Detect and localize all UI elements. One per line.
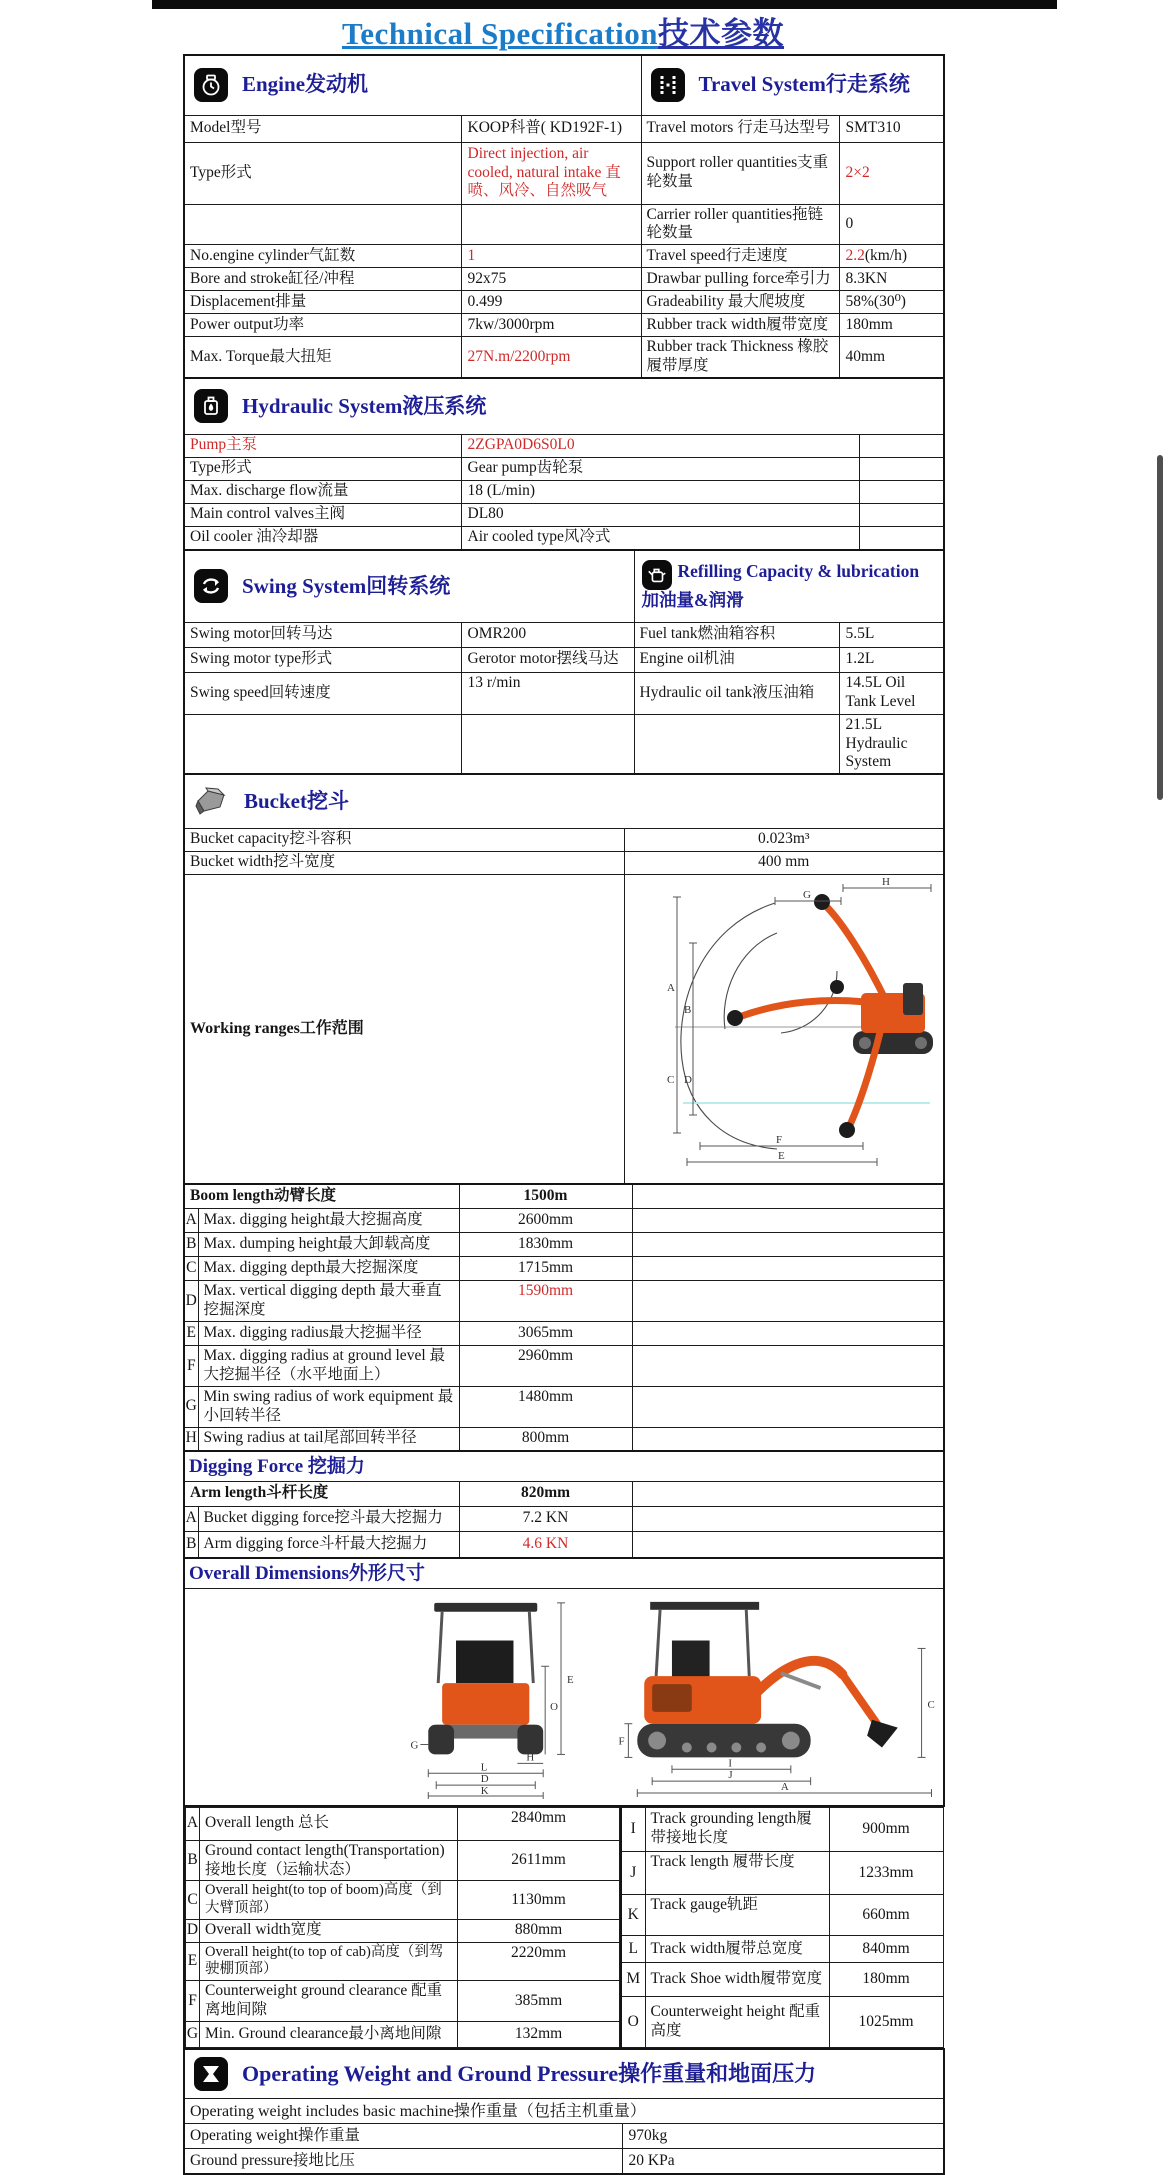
spec-label: Drawbar pulling force牵引力 [641,268,839,291]
row-key: A [184,1209,198,1233]
operating-weight-icon [194,2057,228,2091]
travel-section-title: Travel System行走系统 [698,72,910,97]
spec-empty-cell [859,503,944,526]
spec-empty-cell [632,1233,944,1257]
spec-label: Rubber track width履带宽度 [641,314,839,337]
row-key: J [621,1851,645,1894]
dim-letter: E [566,1673,574,1686]
dimensions-left-table [185,1807,620,2048]
spec-label: Track Shoe width履带宽度 [645,1963,829,1997]
dim-letter: F [618,1735,625,1748]
dim-letter: G [410,1739,419,1752]
working-ranges-label: Working ranges工作范围 [190,1019,364,1037]
row-key: O [621,1997,645,2048]
dim-letter: B [683,1003,691,1016]
spec-label: Engine oil机油 [634,647,839,672]
spec-label: Hydraulic oil tank液压油箱 [634,672,839,714]
row-key: G [184,1386,198,1427]
spec-value: 0.023m³ [624,828,944,851]
spec-label: Bore and stroke缸径/冲程 [184,268,461,291]
row-key: A [184,1506,198,1531]
row-key: D [184,1281,198,1322]
spec-value: 14.5L Oil Tank Level [839,672,944,714]
spec-value: 2611mm [458,1840,620,1881]
row-key: B [186,1840,200,1881]
spec-value: 13 r/min [461,672,634,714]
spec-value: 660mm [829,1895,943,1936]
spec-value: 132mm [458,2021,620,2047]
row-key: E [184,1322,198,1346]
spec-label: Gradeability 最大爬坡度 [641,291,839,314]
spec-sheet [183,56,943,2175]
travel-system-icon [651,68,685,102]
weight-section-header [184,2049,944,2099]
dim-letter: F [775,1133,782,1146]
spec-value: 840mm [829,1936,943,1963]
spec-label: Swing motor type形式 [184,647,461,672]
boom-length-header-value: 1500m [459,1184,632,1209]
swing-section-title: Swing System回转系统 [242,573,451,598]
spec-value: 880mm [458,1919,620,1942]
dim-letter: C [666,1073,674,1086]
spec-label: Counterweight height 配重高度 [645,1997,829,2048]
engine-section-title: Engine发动机 [242,72,369,97]
spec-label [184,204,461,245]
dim-letter: D [480,1772,489,1785]
refill-section-header [634,550,944,622]
spec-value: 1025mm [829,1997,943,2048]
spec-empty-cell [632,1184,944,1209]
dimensions-right-table [620,1807,944,2048]
spec-value: Gear pump齿轮泵 [461,457,859,480]
dim-letter: J [728,1768,733,1781]
spec-value: 180mm [839,314,944,337]
spec-value: 2840mm [458,1807,620,1840]
spec-label: Track width履带总宽度 [645,1936,829,1963]
spec-label: Fuel tank燃油箱容积 [634,622,839,647]
spec-value: 27N.m/2200rpm [461,337,641,378]
spec-value: 20 KPa [622,2149,944,2174]
spec-label: Max. digging depth最大挖掘深度 [198,1257,459,1281]
dim-letter: L [480,1760,488,1773]
dim-letter: G [802,888,811,901]
spec-value: 180mm [829,1963,943,1997]
spec-value: 385mm [458,1981,620,2022]
spec-label: Max. vertical digging depth 最大垂直挖掘深度 [198,1281,459,1322]
refill-section-title-zh: 加油量&润滑 [641,590,744,611]
swing-refill-table [183,549,945,775]
spec-value: 1233mm [829,1851,943,1894]
spec-label: Rubber track Thickness 橡胶履带厚度 [641,337,839,378]
working-ranges-diagram-cell [624,874,944,1183]
spec-label: Ground pressure接地比压 [184,2149,622,2174]
spec-value: Gerotor motor摆线马达 [461,647,634,672]
spec-label: Overall height(to top of boom)高度（到大臂顶部） [200,1881,458,1919]
spec-value: 1830mm [459,1233,632,1257]
spec-label: Max. digging height最大挖掘高度 [198,1209,459,1233]
spec-value: 1.2L [839,647,944,672]
spec-label: Overall width宽度 [200,1919,458,1942]
operating-weight-table [183,2048,945,2175]
row-key: B [184,1531,198,1558]
spec-empty-cell [632,1281,944,1322]
row-key: K [621,1895,645,1936]
spec-label: Overall height(to top of cab)高度（到驾驶棚顶部） [200,1942,458,1980]
engine-icon [194,68,228,102]
spec-label: Support roller quantities支重轮数量 [641,142,839,204]
working-ranges-label-cell [184,874,624,1183]
spec-value: 2×2 [839,142,944,204]
row-key: A [186,1807,200,1840]
hydraulic-table [183,377,945,551]
spec-label: Operating weight操作重量 [184,2124,622,2149]
dim-letter: C [927,1698,935,1711]
spec-value: 1480mm [459,1386,632,1427]
dim-letter: K [480,1784,489,1797]
spec-value: 900mm [829,1807,943,1851]
spec-value: 970kg [622,2124,944,2149]
digging-force-table [183,1450,945,1559]
spec-label: Bucket capacity挖斗容积 [184,828,624,851]
arm-length-value: 820mm [459,1481,632,1506]
spec-label: Arm digging force斗杆最大挖掘力 [198,1531,459,1558]
spec-value [461,204,641,245]
row-key: L [621,1936,645,1963]
hydraulic-section-title: Hydraulic System液压系统 [242,393,487,418]
row-key: I [621,1807,645,1851]
page-title-zh: 技术参数 [658,16,785,51]
spec-label: Type形式 [184,457,461,480]
spec-label: Min. Ground clearance最小离地间隙 [200,2021,458,2047]
weight-section-title: Operating Weight and Ground Pressure操作重量和地面压力 [242,2060,817,2086]
dimensions-diagram-cell [184,1588,944,1805]
spec-empty-cell [632,1346,944,1387]
spec-label [184,714,461,774]
boom-length-header-label: Boom length动臂长度 [184,1184,459,1209]
spec-value: Air cooled type风冷式 [461,526,859,550]
spec-label: Max. discharge flow流量 [184,480,461,503]
spec-value: 2220mm [458,1942,620,1980]
overall-dimensions-header: Overall Dimensions外形尺寸 [184,1558,944,1588]
row-key: F [184,1346,198,1387]
row-key: E [186,1942,200,1980]
oil-can-icon [642,560,672,590]
spec-label: Max. digging radius最大挖掘半径 [198,1322,459,1346]
spec-label: Type形式 [184,142,461,204]
dim-letter: I [728,1756,733,1769]
spec-empty-cell [859,480,944,503]
spec-value: KOOP科普( KD192F-1) [461,115,641,142]
spec-label: Main control valves主阀 [184,503,461,526]
travel-section-header [641,55,944,115]
spec-label: Max. digging radius at ground level 最大挖掘半径（水平地面上） [198,1346,459,1387]
arm-length-label: Arm length斗杆长度 [184,1481,459,1506]
spec-empty-cell [632,1386,944,1427]
page-title [183,8,943,53]
spec-value [839,245,944,268]
bucket-table [183,773,945,1184]
row-key: G [186,2021,200,2047]
engine-section-header [184,55,641,115]
bucket-section-title: Bucket挖斗 [244,788,349,813]
spec-empty-cell [859,434,944,457]
spec-value: 40mm [839,337,944,378]
spec-label: Displacement排量 [184,291,461,314]
dim-letter: A [666,981,675,994]
spec-value: 7kw/3000rpm [461,314,641,337]
dimensions-diagram [185,1589,941,1799]
row-key: B [184,1233,198,1257]
spec-empty-cell [632,1531,944,1558]
row-key: C [184,1257,198,1281]
row-key: C [186,1881,200,1919]
dim-letter: A [780,1780,789,1793]
hydraulic-pump-icon [194,389,228,423]
spec-value: SMT310 [839,115,944,142]
dim-letter: H [881,875,890,888]
refill-section-title-en: Refilling Capacity & lubrication [677,561,920,582]
spec-value: 400 mm [624,851,944,874]
spec-empty-cell [632,1481,944,1506]
spec-value: DL80 [461,503,859,526]
overall-dimensions-header-table [183,1557,945,1806]
row-key: M [621,1963,645,1997]
boom-length-table [183,1183,945,1452]
spec-label: Swing motor回转马达 [184,622,461,647]
spec-empty-cell [632,1209,944,1233]
spec-value: 58%(30⁰) [839,291,944,314]
spec-value: 1590mm [459,1281,632,1322]
spec-value: 1715mm [459,1257,632,1281]
spec-label: Pump主泵 [184,434,461,457]
weight-note: Operating weight includes basic machine操作重量（包括主机重量） [184,2099,944,2124]
page-title-en: Technical Specification [341,16,659,51]
spec-label: Swing speed回转速度 [184,672,461,714]
spec-value: 1130mm [458,1881,620,1919]
spec-label: No.engine cylinder气缸数 [184,245,461,268]
row-key: H [184,1427,198,1451]
spec-value: 800mm [459,1427,632,1451]
spec-label: Track grounding length履带接地长度 [645,1807,829,1851]
spec-label: Track gauge轨距 [645,1895,829,1936]
spec-value: 0.499 [461,291,641,314]
dim-letter: D [683,1073,692,1086]
spec-label: Min swing radius of work equipment 最小回转半径 [198,1386,459,1427]
bucket-icon [194,787,230,817]
spec-value: 92x75 [461,268,641,291]
spec-value: OMR200 [461,622,634,647]
digging-force-header: Digging Force 挖掘力 [184,1451,944,1481]
row-key: D [186,1919,200,1942]
spec-value: 7.2 KN [459,1506,632,1531]
spec-value: 0 [839,204,944,245]
spec-label: Track length 履带长度 [645,1851,829,1894]
spec-empty-cell [632,1322,944,1346]
spec-value-rest-part: (km/h) [864,246,908,264]
spec-value: 3065mm [459,1322,632,1346]
dim-letter: O [550,1700,558,1713]
spec-label: Overall length 总长 [200,1807,458,1840]
spec-empty-cell [859,457,944,480]
dim-letter: H [526,1751,535,1764]
row-key: F [186,1981,200,2022]
spec-value: 18 (L/min) [461,480,859,503]
spec-label: Carrier roller quantities拖链轮数量 [641,204,839,245]
engine-travel-table [183,54,945,379]
spec-value [461,714,634,774]
spec-label: Swing radius at tail尾部回转半径 [198,1427,459,1451]
working-ranges-diagram [625,875,943,1177]
spec-value: 2960mm [459,1346,632,1387]
spec-label: Max. dumping height最大卸载高度 [198,1233,459,1257]
spec-label: Max. Torque最大扭矩 [184,337,461,378]
spec-value: 2600mm [459,1209,632,1233]
spec-value: 5.5L [839,622,944,647]
spec-label [634,714,839,774]
spec-empty-cell [632,1506,944,1531]
spec-label: Counterweight ground clearance 配重离地间隙 [200,1981,458,2022]
spec-label: Bucket width挖斗宽度 [184,851,624,874]
dimensions-tables [183,1805,943,2050]
spec-empty-cell [632,1257,944,1281]
spec-value: 1 [461,245,641,268]
spec-empty-cell [859,526,944,550]
spec-value: 21.5L Hydraulic System [839,714,944,774]
spec-label: Model型号 [184,115,461,142]
spec-label: Ground contact length(Transportation) 接地长度（运输状态） [200,1840,458,1881]
bucket-section-header [184,774,944,828]
spec-value-red-part: 2.2 [845,246,865,264]
spec-label: Power output功率 [184,314,461,337]
swing-arrows-icon [194,569,228,603]
spec-value: Direct injection, air cooled, natural intake 直喷、风冷、自然吸气 [461,142,641,204]
spec-value: 8.3KN [839,268,944,291]
spec-value: 4.6 KN [459,1531,632,1558]
spec-label: Travel speed行走速度 [641,245,839,268]
spec-label: Bucket digging force挖斗最大挖掘力 [198,1506,459,1531]
spec-label: Travel motors 行走马达型号 [641,115,839,142]
swing-section-header [184,550,634,622]
hydraulic-section-header [184,378,944,434]
spec-empty-cell [632,1427,944,1451]
spec-label: Oil cooler 油冷却器 [184,526,461,550]
scrollbar-thumb[interactable] [1157,455,1163,800]
spec-value: 2ZGPA0D6S0L0 [461,434,859,457]
dim-letter: E [777,1149,785,1162]
